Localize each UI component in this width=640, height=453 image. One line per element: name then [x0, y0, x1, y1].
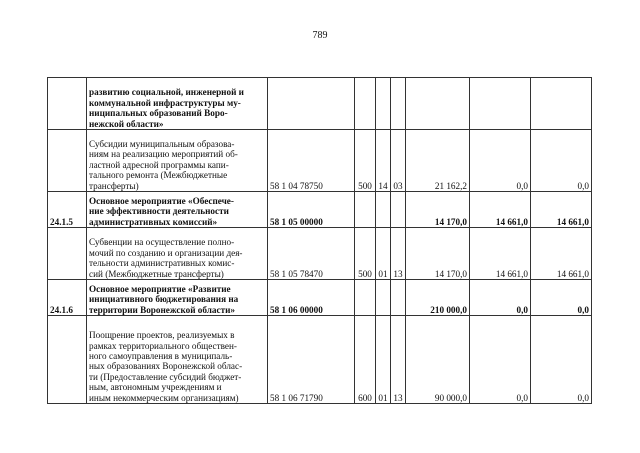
section-cell: 01	[376, 316, 391, 404]
item-name-line: ниям на реализацию мероприятий об-	[89, 149, 238, 160]
item-name-line: ние эффективности деятельности	[89, 206, 229, 217]
expense-type-cell: 600	[355, 316, 376, 404]
subsection-cell: 13	[391, 228, 406, 280]
table-row	[48, 316, 592, 404]
section-cell	[376, 192, 391, 228]
item-name-line: сий (Межбюджетные трансферты)	[89, 268, 224, 279]
amount-year3-cell: 0,0	[531, 130, 592, 192]
item-name-cell	[87, 130, 268, 192]
item-name-line: Поощрение проектов, реализуемых в	[89, 330, 235, 341]
amount-year3-cell: 14 661,0	[531, 228, 592, 280]
amount-year1-cell: 21 162,2	[406, 130, 470, 192]
amount-year2-cell: 0,0	[470, 280, 531, 316]
item-name-line: трансферты)	[89, 180, 139, 191]
item-name-line: Субвенции на осуществление полно-	[89, 237, 235, 248]
item-code-cell	[48, 78, 87, 130]
amount-year1-cell: 90 000,0	[406, 316, 470, 404]
table-row	[48, 192, 592, 228]
table-row	[48, 280, 592, 316]
amount-year3-cell: 0,0	[531, 280, 592, 316]
table-row	[48, 78, 592, 130]
subsection-cell	[391, 78, 406, 130]
item-name-line: мочий по созданию и организации дея-	[89, 247, 243, 258]
subsection-cell: 03	[391, 130, 406, 192]
item-code-cell: 24.1.6	[48, 280, 87, 316]
item-name-line: Субсидии муниципальным образова-	[89, 138, 235, 149]
item-name-line: ного самоуправления в муниципаль-	[89, 350, 233, 361]
item-code-cell	[48, 228, 87, 280]
item-name-line: нежской области»	[89, 118, 164, 129]
target-item-code-cell: 58 1 04 78750	[268, 130, 355, 192]
target-item-code-cell	[268, 78, 355, 130]
expense-type-cell: 500	[355, 130, 376, 192]
item-name-line: территории Воронежской области»	[89, 304, 235, 315]
target-item-code-cell: 58 1 06 00000	[268, 280, 355, 316]
expense-type-cell	[355, 280, 376, 316]
amount-year2-cell: 14 661,0	[470, 228, 531, 280]
item-name-cell	[87, 316, 268, 404]
subsection-cell	[391, 280, 406, 316]
target-item-code-cell: 58 1 05 00000	[268, 192, 355, 228]
item-name-line: ниципальных образований Воро-	[89, 108, 228, 119]
item-name-line: рамках территориального обществен-	[89, 340, 237, 351]
table-row	[48, 130, 592, 192]
amount-year2-cell	[470, 78, 531, 130]
item-name-line: тального ремонта (Межбюджетные	[89, 170, 228, 181]
item-name-line: Основное мероприятие «Обеспече-	[89, 195, 234, 206]
item-code-cell	[48, 316, 87, 404]
amount-year2-cell: 0,0	[470, 316, 531, 404]
table-body	[48, 78, 592, 404]
expense-type-cell: 500	[355, 228, 376, 280]
item-name-cell	[87, 78, 268, 130]
item-name-line: ластной адресной программы капи-	[89, 159, 229, 170]
item-name-cell	[87, 228, 268, 280]
item-name-line: Основное мероприятие «Развитие	[89, 283, 231, 294]
item-name-line: ным, автономным учреждениям и	[89, 382, 222, 393]
item-code-cell: 24.1.5	[48, 192, 87, 228]
item-name-cell	[87, 280, 268, 316]
section-cell: 14	[376, 130, 391, 192]
subsection-cell: 13	[391, 316, 406, 404]
amount-year1-cell: 210 000,0	[406, 280, 470, 316]
amount-year3-cell: 0,0	[531, 316, 592, 404]
target-item-code-cell: 58 1 05 78470	[268, 228, 355, 280]
amount-year2-cell: 14 661,0	[470, 192, 531, 228]
item-code-cell	[48, 130, 87, 192]
amount-year3-cell	[531, 78, 592, 130]
amount-year1-cell: 14 170,0	[406, 228, 470, 280]
amount-year1-cell: 14 170,0	[406, 192, 470, 228]
amount-year1-cell	[406, 78, 470, 130]
amount-year2-cell: 0,0	[470, 130, 531, 192]
item-name-line: инициативного бюджетирования на	[89, 294, 239, 305]
expense-type-cell	[355, 192, 376, 228]
amount-year3-cell: 14 661,0	[531, 192, 592, 228]
target-item-code-cell: 58 1 06 71790	[268, 316, 355, 404]
item-name-line: тельности административных комис-	[89, 258, 235, 269]
item-name-line: развитию социальной, инженерной и	[89, 87, 244, 98]
section-cell	[376, 78, 391, 130]
page-number: 789	[312, 30, 328, 41]
item-name-line: иным некоммерческим организациям)	[89, 392, 239, 403]
table-row	[48, 228, 592, 280]
item-name-line: административных комиссий»	[89, 216, 218, 227]
subsection-cell	[391, 192, 406, 228]
item-name-line: ных образованиях Воронежской облас-	[89, 361, 243, 372]
section-cell: 01	[376, 228, 391, 280]
budget-table	[47, 77, 592, 404]
item-name-line: коммунальной инфраструктуры му-	[89, 97, 241, 108]
item-name-cell	[87, 192, 268, 228]
section-cell	[376, 280, 391, 316]
expense-type-cell	[355, 78, 376, 130]
item-name-line: ти (Предоставление субсидий бюджет-	[89, 371, 242, 382]
